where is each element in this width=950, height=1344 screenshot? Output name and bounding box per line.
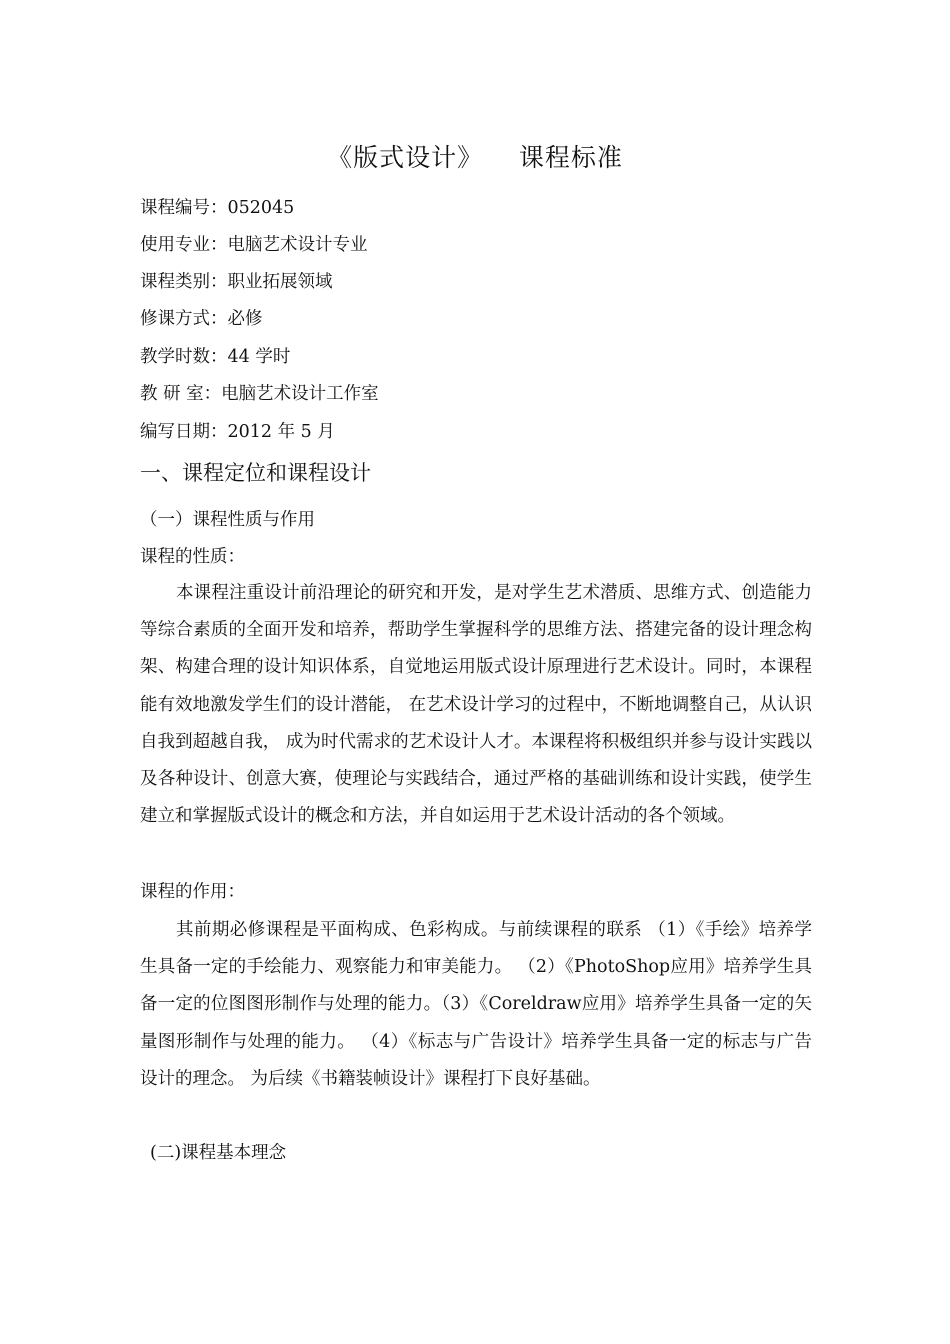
course-mode: 修课方式：必修 [140, 309, 263, 329]
course-code: 课程编号：052045 [140, 198, 295, 218]
course-hours: 教学时数：44 学时 [140, 347, 291, 367]
course-date: 编写日期：2012 年 5 月 [140, 422, 335, 442]
section-heading-1: 一、课程定位和课程设计 [140, 461, 371, 485]
course-major: 使用专业：电脑艺术设计专业 [140, 235, 368, 255]
subsection-heading-2: (二)课程基本理念 [150, 1143, 287, 1163]
course-category: 课程类别：职业拓展领域 [140, 272, 333, 292]
course-office: 教 研 室：电脑艺术设计工作室 [140, 384, 379, 404]
role-paragraph: 其前期必修课程是平面构成、色彩构成。与前续课程的联系 （1）《手绘》培养学生具备一定的手绘能力、观察能力和审美能力。 （2）《PhotoShop应用》培养学生具备一定的位图图形制作与处理的能力。（3）《Coreldraw应用》培养学生具备一定的矢量图形制作与处理的能力。 （4）《标志与广告设计》培养学生具备一定的标志与广告设计的理念。 为后续《书籍装帧设计》课程打下良好基础。 [140, 920, 812, 1089]
nature-paragraph: 本课程注重设计前沿理论的研究和开发，是对学生艺术潜质、思维方式、创造能力等综合素质的全面开发和培养，帮助学生掌握科学的思维方法、搭建完备的设计理念构架、构建合理的设计知识体系，自觉地运用版式设计原理进行艺术设计。同时，本课程能有效地激发学生们的设计潜能， 在艺术设计学习的过程中，不断地调整自己，从认识自我到超越自我， 成为时代需求的艺术设计人才。本课程将积极组织并参与设计实践以及各种设计、创意大赛，使理论与实践结合，通过严格的基础训练和设计实践，使学生建立和掌握版式设计的概念和方法，并自如运用于艺术设计活动的各个领域。 [140, 583, 812, 827]
subsection-heading-1: （一）课程性质与作用 [140, 510, 315, 530]
role-label: 课程的作用： [140, 882, 245, 902]
document-title: 《版式设计》 课程标准 [327, 143, 623, 172]
nature-label: 课程的性质： [140, 547, 245, 567]
